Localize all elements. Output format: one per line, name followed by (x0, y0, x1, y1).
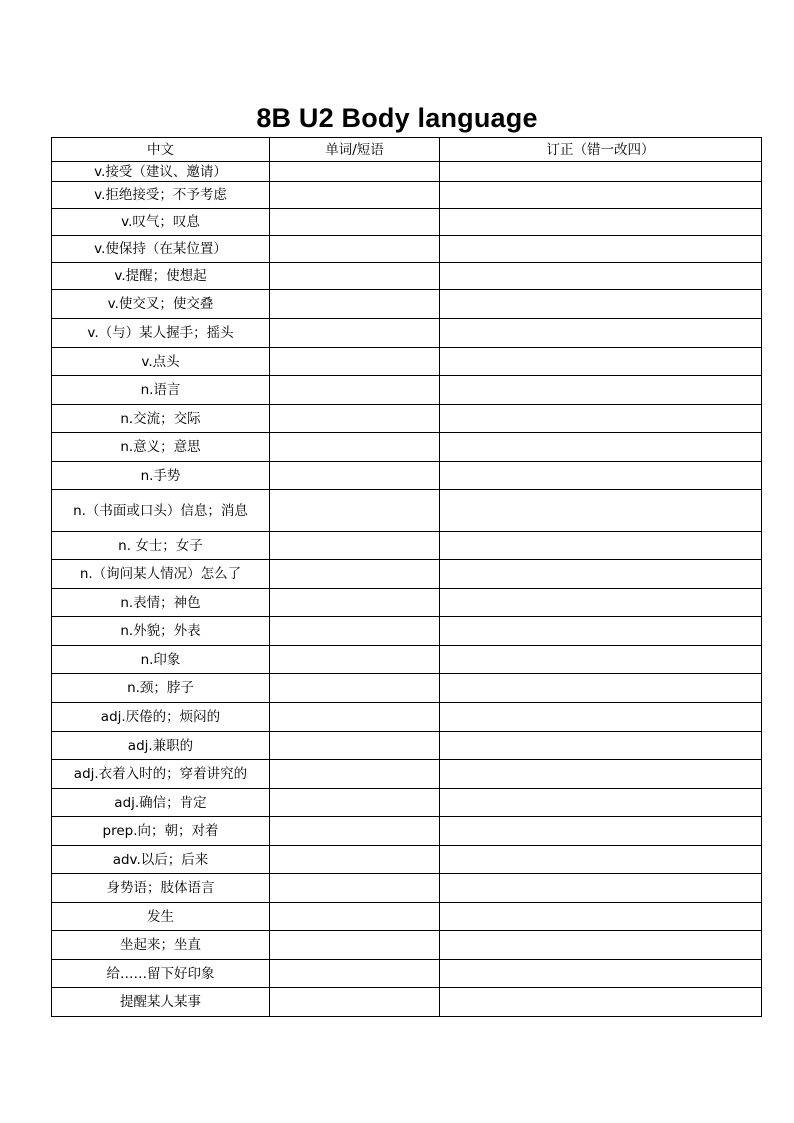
word-answer-cell[interactable] (270, 290, 440, 319)
table-row (52, 874, 762, 903)
correction-cell[interactable] (440, 236, 762, 263)
chinese-meaning: adj.确信；肯定 (52, 789, 270, 817)
correction-cell[interactable] (440, 182, 762, 209)
word-answer-cell[interactable] (270, 674, 440, 703)
table-body (52, 162, 762, 1017)
word-answer-cell[interactable] (270, 209, 440, 236)
word-answer-cell[interactable] (270, 319, 440, 348)
table-row (52, 462, 762, 490)
correction-cell[interactable] (440, 290, 762, 319)
table-row (52, 931, 762, 960)
chinese-meaning: n. 女士；女子 (52, 532, 270, 560)
chinese-meaning: adj.兼职的 (52, 732, 270, 760)
correction-cell[interactable] (440, 846, 762, 874)
word-answer-cell[interactable] (270, 789, 440, 817)
correction-cell[interactable] (440, 162, 762, 182)
table-row (52, 376, 762, 405)
table-row (52, 817, 762, 846)
chinese-meaning: v.提醒；使想起 (52, 263, 270, 290)
table-row (52, 209, 762, 236)
correction-cell[interactable] (440, 874, 762, 903)
chinese-meaning: adv.以后；后来 (52, 846, 270, 874)
table-row (52, 960, 762, 988)
correction-cell[interactable] (440, 674, 762, 703)
correction-cell[interactable] (440, 732, 762, 760)
correction-cell[interactable] (440, 532, 762, 560)
table-row (52, 560, 762, 589)
word-answer-cell[interactable] (270, 732, 440, 760)
chinese-meaning: v.拒绝接受；不予考虑 (52, 182, 270, 209)
word-answer-cell[interactable] (270, 988, 440, 1017)
correction-cell[interactable] (440, 646, 762, 674)
table-row (52, 405, 762, 433)
table-row (52, 236, 762, 263)
table-row (52, 490, 762, 532)
correction-cell[interactable] (440, 263, 762, 290)
table-row (52, 162, 762, 182)
table-row (52, 589, 762, 617)
chinese-meaning: prep.向；朝；对着 (52, 817, 270, 846)
correction-cell[interactable] (440, 960, 762, 988)
header-chinese: 中文 (52, 138, 270, 162)
word-answer-cell[interactable] (270, 760, 440, 789)
table-row (52, 532, 762, 560)
table-row (52, 348, 762, 376)
correction-cell[interactable] (440, 560, 762, 589)
correction-cell[interactable] (440, 209, 762, 236)
chinese-meaning: v.点头 (52, 348, 270, 376)
correction-cell[interactable] (440, 589, 762, 617)
correction-cell[interactable] (440, 433, 762, 462)
chinese-meaning: v.使保持（在某位置） (52, 236, 270, 263)
header-word: 单词/短语 (270, 138, 440, 162)
table-row (52, 290, 762, 319)
chinese-meaning: v.使交叉；使交叠 (52, 290, 270, 319)
vocabulary-table (51, 137, 762, 1017)
correction-cell[interactable] (440, 931, 762, 960)
table-row (52, 846, 762, 874)
correction-cell[interactable] (440, 376, 762, 405)
word-answer-cell[interactable] (270, 162, 440, 182)
word-answer-cell[interactable] (270, 490, 440, 532)
chinese-meaning: 提醒某人某事 (52, 988, 270, 1017)
table-header-row (52, 138, 762, 162)
correction-cell[interactable] (440, 817, 762, 846)
word-answer-cell[interactable] (270, 433, 440, 462)
table-row (52, 789, 762, 817)
word-answer-cell[interactable] (270, 960, 440, 988)
chinese-meaning: 发生 (52, 903, 270, 931)
chinese-meaning: 给……留下好印象 (52, 960, 270, 988)
chinese-meaning: adj.衣着入时的；穿着讲究的 (52, 760, 270, 789)
chinese-meaning: v.接受（建议、邀请） (52, 162, 270, 182)
correction-cell[interactable] (440, 319, 762, 348)
word-answer-cell[interactable] (270, 348, 440, 376)
table-row (52, 903, 762, 931)
word-answer-cell[interactable] (270, 405, 440, 433)
correction-cell[interactable] (440, 405, 762, 433)
chinese-meaning: v.（与）某人握手；摇头 (52, 319, 270, 348)
chinese-meaning: n.外貌；外表 (52, 617, 270, 646)
chinese-meaning: n.交流；交际 (52, 405, 270, 433)
correction-cell[interactable] (440, 760, 762, 789)
word-answer-cell[interactable] (270, 236, 440, 263)
table-row (52, 433, 762, 462)
correction-cell[interactable] (440, 617, 762, 646)
word-answer-cell[interactable] (270, 703, 440, 732)
table-row (52, 988, 762, 1017)
chinese-meaning: n.（询问某人情况）怎么了 (52, 560, 270, 589)
chinese-meaning: adj.厌倦的；烦闷的 (52, 703, 270, 732)
correction-cell[interactable] (440, 789, 762, 817)
table-row (52, 732, 762, 760)
chinese-meaning: n.意义；意思 (52, 433, 270, 462)
word-answer-cell[interactable] (270, 376, 440, 405)
chinese-meaning: 坐起来；坐直 (52, 931, 270, 960)
table-row (52, 263, 762, 290)
word-answer-cell[interactable] (270, 182, 440, 209)
word-answer-cell[interactable] (270, 462, 440, 490)
correction-cell[interactable] (440, 490, 762, 532)
word-answer-cell[interactable] (270, 263, 440, 290)
word-answer-cell[interactable] (270, 617, 440, 646)
word-answer-cell[interactable] (270, 560, 440, 589)
table-row (52, 703, 762, 732)
table-row (52, 646, 762, 674)
word-answer-cell[interactable] (270, 532, 440, 560)
word-answer-cell[interactable] (270, 931, 440, 960)
chinese-meaning: n.语言 (52, 376, 270, 405)
word-answer-cell[interactable] (270, 646, 440, 674)
chinese-meaning: n.印象 (52, 646, 270, 674)
correction-cell[interactable] (440, 903, 762, 931)
table-row (52, 760, 762, 789)
word-answer-cell[interactable] (270, 874, 440, 903)
word-answer-cell[interactable] (270, 817, 440, 846)
word-answer-cell[interactable] (270, 846, 440, 874)
header-correction: 订正（错一改四） (440, 138, 762, 162)
table-row (52, 319, 762, 348)
chinese-meaning: n.手势 (52, 462, 270, 490)
chinese-meaning: n.颈；脖子 (52, 674, 270, 703)
chinese-meaning: v.叹气；叹息 (52, 209, 270, 236)
table-row (52, 182, 762, 209)
chinese-meaning: n.表情；神色 (52, 589, 270, 617)
correction-cell[interactable] (440, 348, 762, 376)
chinese-meaning: n.（书面或口头）信息；消息 (52, 490, 270, 532)
correction-cell[interactable] (440, 988, 762, 1017)
word-answer-cell[interactable] (270, 903, 440, 931)
table-row (52, 674, 762, 703)
word-answer-cell[interactable] (270, 589, 440, 617)
chinese-meaning: 身势语；肢体语言 (52, 874, 270, 903)
table-row (52, 617, 762, 646)
correction-cell[interactable] (440, 703, 762, 732)
correction-cell[interactable] (440, 462, 762, 490)
page-title: 8B U2 Body language (256, 103, 538, 133)
